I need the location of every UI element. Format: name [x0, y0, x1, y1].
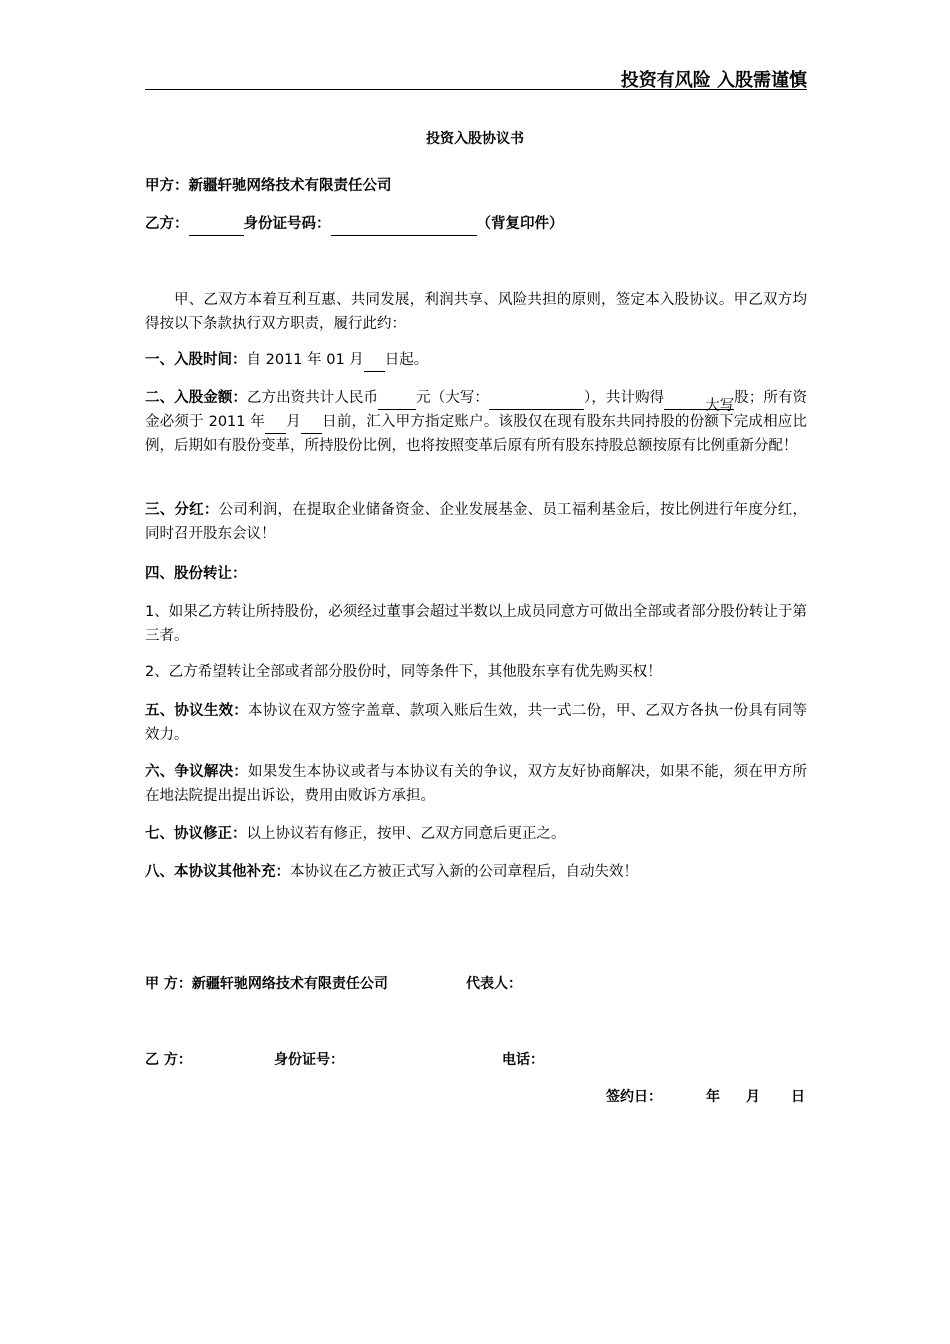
clause-2-text-a: 乙方出资共计人民币	[246, 390, 379, 406]
clause-7	[145, 822, 807, 846]
clause-3	[145, 498, 807, 546]
clause-2-text-c: ），共计购得	[583, 390, 665, 406]
clause-1-date-prefix: 自 2011 年 01 月	[246, 352, 364, 368]
clause-8-heading: 八、本协议其他补充：	[145, 864, 290, 880]
clause-3-heading: 三、分红：	[145, 502, 219, 518]
signature-id-label: 身份证号：	[274, 1052, 344, 1068]
deadline-month-blank[interactable]	[265, 418, 286, 434]
party-b-label: 乙方：	[145, 216, 189, 232]
clause-4-heading: 四、股份转让：	[145, 566, 247, 582]
clause-2-heading: 二、入股金额：	[145, 390, 247, 406]
shares-fill-text: 大写	[705, 398, 735, 414]
clause-6	[145, 760, 807, 808]
clause-1-day-blank[interactable]	[364, 356, 385, 372]
party-a-label: 甲方：	[145, 178, 189, 194]
document-title: 投资入股协议书	[426, 131, 524, 147]
signature-party-a-label: 甲 方：	[145, 976, 192, 992]
clause-6-heading: 六、争议解决：	[145, 764, 249, 780]
signature-party-b-label: 乙 方：	[145, 1052, 192, 1068]
sign-date-label: 签约日：	[606, 1089, 662, 1105]
clause-8	[145, 860, 807, 884]
id-copy-note: （背复印件）	[476, 216, 564, 232]
clause-8-text: 本协议在乙方被正式写入新的公司章程后，自动失效！	[290, 864, 638, 880]
party-b-line	[145, 212, 807, 236]
intro-paragraph: 甲、乙双方本着互利互惠、共同发展，利润共享、风险共担的原则，签定本入股协议。甲乙双方均得按以下条款执行双方职责，履行此约：	[145, 292, 807, 332]
clause-7-text: 以上协议若有修正，按甲、乙双方同意后更正之。	[246, 826, 566, 842]
amount-words-blank[interactable]	[489, 394, 584, 410]
clause-1-heading: 一、入股时间：	[145, 352, 247, 368]
header-slogan: 投资有风险 入股需谨慎	[620, 70, 807, 91]
clause-4-item-1: 1、如果乙方转让所持股份，必须经过董事会超过半数以上成员同意方可做出全部或者部分股份转让于第三者。	[145, 604, 807, 644]
id-number-blank[interactable]	[331, 220, 477, 236]
clause-4-item-2: 2、乙方希望转让全部或者部分股份时，同等条件下，其他股东享有优先购买权！	[145, 664, 662, 680]
id-number-label: 身份证号码：	[243, 216, 331, 232]
clause-5-text: 本协议在双方签字盖章、款项入账后生效，共一式二份，甲、乙双方各执一份具有同等效力。	[145, 703, 808, 743]
signature-party-a-name: 新疆轩驰网络技术有限责任公司	[191, 976, 388, 992]
party-a-line	[145, 174, 807, 198]
signature-party-a	[145, 973, 388, 993]
header-divider	[145, 89, 807, 90]
clause-2-text-f: 日前，汇入甲方指定账户。该股仅在现有股东共同持股的份额下完成相应比例，后期如有股份变革，所持股份比例，也将按照变革后原有所有股东持股总额按原有比例重新分配！	[145, 414, 807, 454]
party-a-name: 新疆轩驰网络技术有限责任公司	[188, 178, 392, 194]
amount-blank[interactable]	[378, 394, 416, 410]
clause-6-text: 如果发生本协议或者与本协议有关的争议，双方友好协商解决，如果不能，须在甲方所在地法院提出提出诉讼，费用由败诉方承担。	[145, 764, 808, 804]
clause-5-heading: 五、协议生效：	[145, 703, 249, 719]
clause-1-date-suffix: 日起。	[384, 352, 429, 368]
representative-label: 代表人：	[466, 976, 522, 992]
clause-5	[145, 699, 807, 747]
clause-7-heading: 七、协议修正：	[145, 826, 247, 842]
deadline-day-blank[interactable]	[301, 418, 322, 434]
signature-phone-label: 电话：	[502, 1052, 544, 1068]
sign-date-month: 月	[746, 1089, 760, 1105]
clause-3-text: 公司利润，在提取企业储备资金、企业发展基金、员工福利基金后，按比例进行年度分红，同时召开股东会议！	[145, 502, 808, 542]
party-b-name-blank[interactable]	[189, 220, 244, 236]
clause-2-text-e: 月	[286, 414, 301, 430]
sign-date-day: 日	[791, 1089, 805, 1105]
sign-date-year: 年	[706, 1089, 720, 1105]
clause-1	[145, 348, 807, 372]
shares-blank[interactable]	[664, 394, 735, 414]
clause-2	[145, 386, 807, 458]
clause-2-text-d: 股；所有资金必须于 2011 年	[145, 390, 808, 430]
clause-2-text-b: 元（大写：	[416, 390, 489, 406]
